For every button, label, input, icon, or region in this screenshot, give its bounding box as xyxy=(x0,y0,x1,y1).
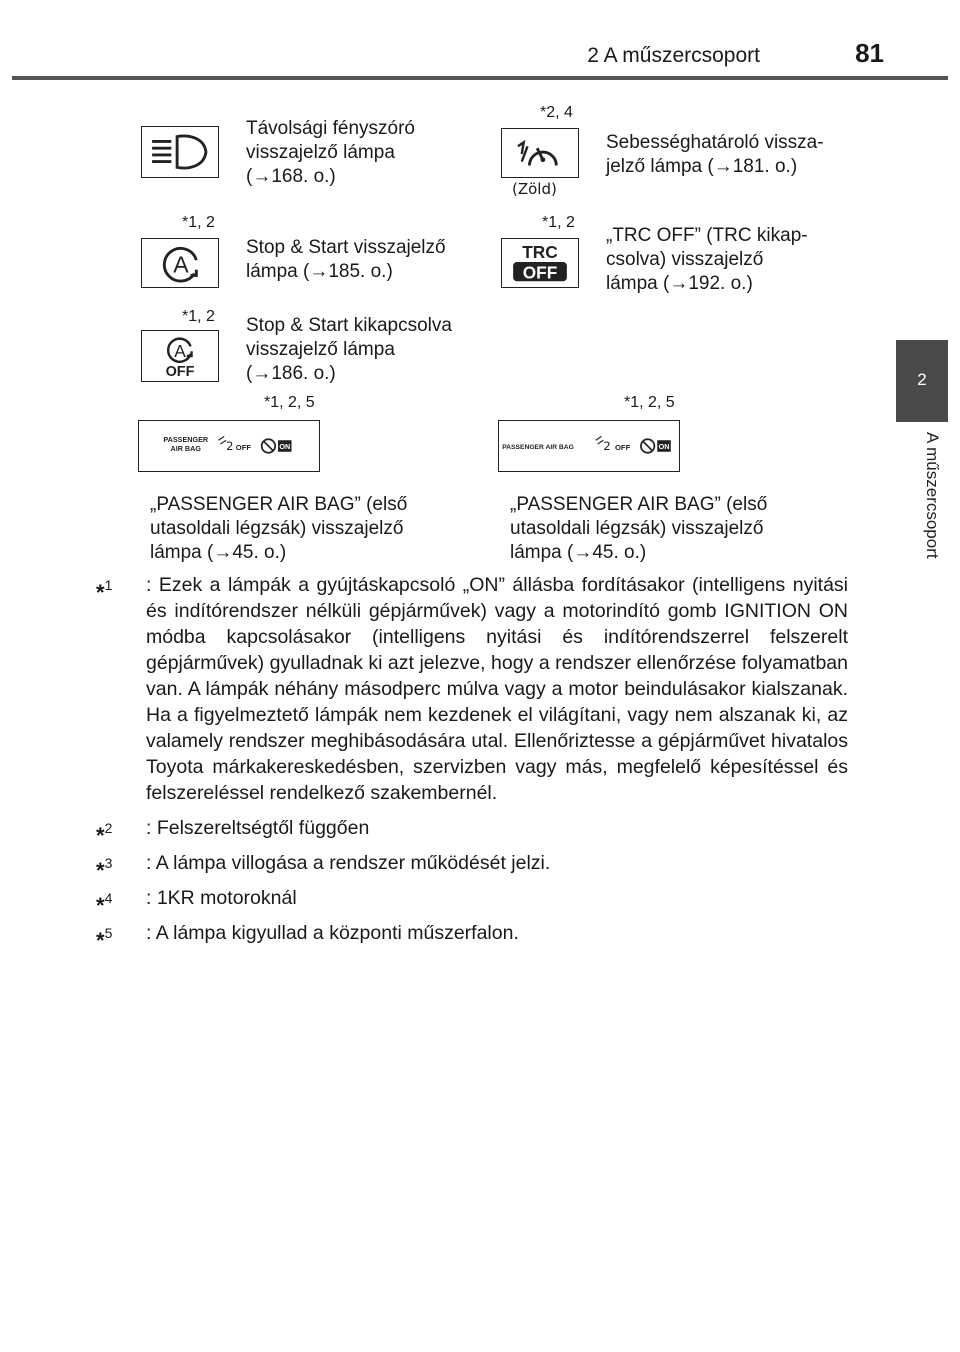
svg-text:A: A xyxy=(174,340,186,361)
speed-limiter-note: *2, 4 xyxy=(540,104,573,121)
trc-off-icon xyxy=(501,238,579,288)
header-rule xyxy=(12,76,948,80)
svg-text:2: 2 xyxy=(226,438,234,453)
svg-text:PASSENGER AIR BAG: PASSENGER AIR BAG xyxy=(502,443,574,451)
svg-text:OFF: OFF xyxy=(165,364,195,381)
section-title: 2 A műszercsoport xyxy=(587,44,760,67)
footnote-5: *$^5$ : A lámpa kigyullad a központi műszerfalon. xyxy=(96,922,519,953)
speed-limiter-description: Sebességhatároló vissza- jelző lámpa (→181. o.) xyxy=(606,132,824,177)
cruise-control-icon xyxy=(501,128,579,178)
high-beam-description: Távolsági fényszóró visszajelző lámpa (→168. o.) xyxy=(246,118,415,187)
footnote-4: *$^4$ : 1KR motoroknál xyxy=(96,887,297,918)
airbag-right-description: „PASSENGER AIR BAG” (első utasoldali légzsák) visszajelző lámpa (→45. o.) xyxy=(510,494,768,563)
airbag-left-note: *1, 2, 5 xyxy=(264,394,315,411)
stop-start-off-icon xyxy=(141,330,219,382)
airbag-left-description: „PASSENGER AIR BAG” (első utasoldali légzsák) visszajelző lámpa (→45. o.) xyxy=(150,494,408,563)
svg-text:OFF: OFF xyxy=(235,442,252,452)
svg-text:OFF: OFF xyxy=(522,262,558,283)
svg-text:TRC: TRC xyxy=(522,242,558,263)
stop-start-icon xyxy=(141,238,219,288)
footnotes xyxy=(96,572,848,955)
passenger-airbag-panel-left xyxy=(138,420,320,472)
page-number: 81 xyxy=(855,38,884,68)
side-tab xyxy=(896,340,948,422)
footnote-1: *$^1$ : Ezek a lámpák a gyújtáskapcsoló „ON” állásba fordításakor (intelligens nyitási és indítórendszer nélküli gépjárművek) vagy a motorindító gomb IGNITION ON módba kapcsolásakor (intelligens nyitási és indítórendszerrel felszerelt gépjárművek) gyulladnak ki azt jelezve, hogy a rendszer ellenőrzése folyamatban van. A lámpák néhány másodperc múlva vagy a motor beindulásakor kialszanak. Ha a figyelmeztető lámpák nem kezdenek el világítani, vagy nem alszanak ki, az valamely rendszer meghibásodására utal. Ellenőriztesse a gépjárművet hivatalos Toyota márkakereskedésben, szervizben vagy más, megfelelő képesítéssel és felszereléssel rendelkező szakembernél. xyxy=(96,574,848,804)
stop-start-off-note: *1, 2 xyxy=(182,308,215,325)
side-tab-number: 2 xyxy=(917,370,927,389)
side-tab-label: A műszercsoport xyxy=(923,432,942,559)
footnote-3: *$^3$ : A lámpa villogása a rendszer működését jelzi. xyxy=(96,852,551,883)
passenger-airbag-panel-right xyxy=(498,420,680,472)
stop-start-note: *1, 2 xyxy=(182,214,215,231)
svg-text:ON: ON xyxy=(658,441,670,451)
stop-start-description: Stop & Start visszajelző lámpa (→185. o.) xyxy=(246,237,446,282)
icon-caption-green: (Zöld) xyxy=(512,180,557,198)
stop-start-off-description: Stop & Start kikapcsolva visszajelző lámpa (→186. o.) xyxy=(246,315,452,384)
footnote-mark: *$^3$ xyxy=(96,855,113,883)
svg-text:OFF: OFF xyxy=(614,442,631,452)
footnote-mark: *$^4$ xyxy=(96,890,113,918)
svg-text:A: A xyxy=(173,251,189,278)
airbag-right-note: *1, 2, 5 xyxy=(624,394,675,411)
footnote-mark: *$^2$ xyxy=(96,820,113,848)
trc-off-description: „TRC OFF” (TRC kikap- csolva) visszajelző lámpa (→192. o.) xyxy=(606,225,808,294)
svg-text:PASSENGER: PASSENGER xyxy=(163,435,209,445)
footnote-mark: *$^1$ xyxy=(96,577,113,605)
trc-off-note: *1, 2 xyxy=(542,214,575,231)
high-beam-icon xyxy=(141,126,219,178)
svg-text:AIR BAG: AIR BAG xyxy=(170,443,201,453)
svg-text:2: 2 xyxy=(603,438,611,453)
svg-text:ON: ON xyxy=(279,441,291,451)
footnote-mark: *$^5$ xyxy=(96,925,113,953)
footnote-2: *$^2$ : Felszereltségtől függően xyxy=(96,817,370,848)
